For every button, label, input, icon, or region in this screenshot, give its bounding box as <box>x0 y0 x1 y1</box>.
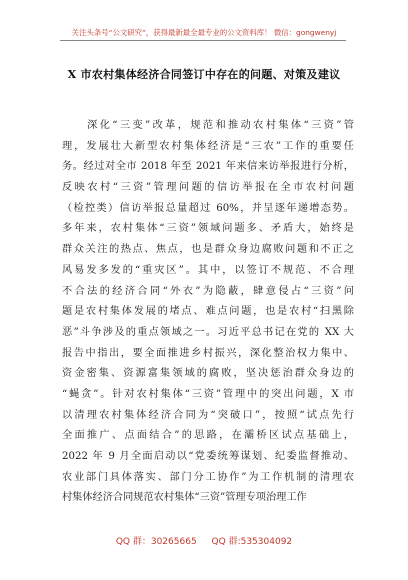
body-line: 农业部门具体落实、部门分工协作”为工作机制的清理农 <box>62 471 354 483</box>
body-line: 不合法的经济合同“外衣”为隐蔽，肆意侵占“三资”问 <box>62 285 354 297</box>
body-line: 务。经过对全市 2018 年至 2021 年来信来访举报进行分析， <box>62 161 354 173</box>
footer-qq-group-2: QQ 群:535304092 <box>211 537 293 547</box>
body-line: 恶”斗争涉及的重点领域之一。习近平总书记在党的 XX 大 <box>62 326 354 338</box>
body-line: 群众关注的热点、焦点，也是群众身边腐败问题和不正之 <box>62 244 354 256</box>
body-line: 风易发多发的“重灾区”。其中，以签订不规范、不合理 <box>62 264 354 276</box>
body-line: （检控类）信访举报总量超过 60%，并呈逐年递增态势。 <box>62 202 354 214</box>
document-title: X 市农村集体经济合同签订中存在的问题、对策及建议 <box>67 68 341 81</box>
body-line: 2022 年 9 月全面启动以“党委统筹谋划、纪委监督推动、 <box>62 451 354 462</box>
body-line: 题是农村集体发展的堵点、难点问题，也是农村“扫黑除 <box>62 306 354 318</box>
body-line: 资金密集、资源富集领域的腐败，坚决惩治群众身边的 <box>62 368 354 380</box>
body-line: “蝇贪”。针对农村集体“三资”管理中的突出问题，X 市 <box>62 388 354 400</box>
body-line: 村集体经济合同规范农村集体“三资”管理专项治理工作 <box>62 492 307 504</box>
body-line: 报告中指出，要全面推进乡村振兴，深化整治权力集中、 <box>62 347 354 359</box>
body-line: 多年来，农村集体“三资”领域问题多、矛盾大，始终是 <box>62 223 354 235</box>
footer-qq-group-1: QQ 群：30265665 <box>115 537 197 547</box>
header-divider <box>60 40 346 41</box>
footer-contacts <box>0 534 408 547</box>
body-line: 深化“三变”改革，规范和推动农村集体“三资”管 <box>62 120 354 131</box>
body-line: 全面推广、点面结合”的思路，在灞桥区试点基础上， <box>62 430 354 442</box>
body-line: 理，发展壮大新型农村集体经济是“三农”工作的重要任 <box>62 140 354 152</box>
header-promo-note: 关注头条号“公文研究”，获得最新最全最专业的公文资料库！ 微信：gongwenyj <box>71 28 337 37</box>
document-body <box>62 116 354 509</box>
body-line: 反映农村“三资”管理问题的信访举报在全市农村问题 <box>62 182 354 194</box>
body-line: 以清理农村集体经济合同为“突破口”，按照“试点先行 <box>62 409 354 421</box>
